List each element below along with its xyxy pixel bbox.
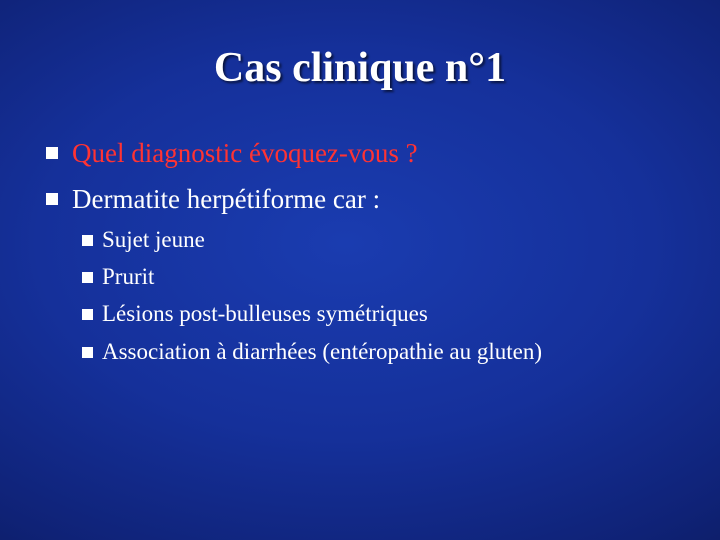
bullet-item-diagnosis bbox=[46, 180, 380, 218]
square-bullet-icon bbox=[82, 309, 93, 320]
sub-bullet-item bbox=[82, 261, 154, 293]
bullet-text-question: Quel diagnostic évoquez-vous ? bbox=[72, 138, 418, 168]
slide-title: Cas clinique n°1 bbox=[213, 45, 507, 91]
bullet-text-diagnosis: Dermatite herpétiforme car : bbox=[72, 184, 381, 214]
sub-bullet-text: Sujet jeune bbox=[102, 227, 205, 252]
sub-bullet-item bbox=[82, 336, 542, 368]
sub-bullet-text: Lésions post-bulleuses symétriques bbox=[102, 301, 428, 326]
sub-bullet-text: Prurit bbox=[102, 264, 155, 289]
square-bullet-icon bbox=[82, 235, 93, 246]
square-bullet-icon bbox=[82, 272, 93, 283]
square-bullet-icon bbox=[46, 193, 58, 205]
square-bullet-icon bbox=[82, 347, 93, 358]
bullet-item-question bbox=[46, 134, 418, 172]
sub-bullet-item bbox=[82, 298, 428, 330]
square-bullet-icon bbox=[46, 147, 58, 159]
sub-bullet-text: Association à diarrhées (entéropathie au gluten) bbox=[102, 339, 543, 364]
sub-bullet-item bbox=[82, 224, 205, 256]
